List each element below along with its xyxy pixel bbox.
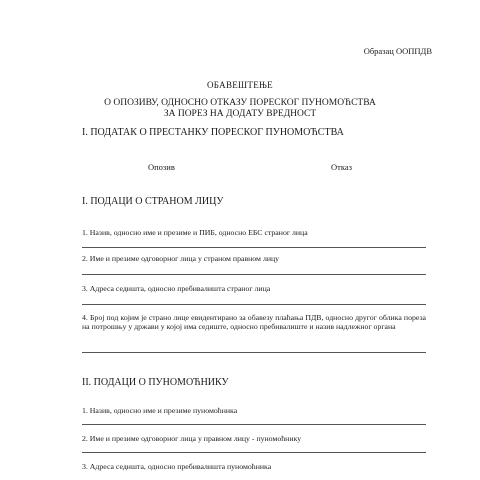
option-cancellation[interactable]: Отказ [331,162,352,172]
field-line-proxy-responsible-person[interactable] [82,452,426,453]
section-foreign-person-heading: I. ПОДАЦИ О СТРАНОМ ЛИЦУ [82,196,224,207]
field-label-foreign-name: 1. Назив, односно име и презиме и ПИБ, односно ЕБС страног лица [82,228,308,237]
section-proxy-heading: II. ПОДАЦИ О ПУНОМОЋНИКУ [82,377,229,388]
document-subtitle-line-2: ЗА ПОРЕЗ НА ДОДАТУ ВРЕДНОСТ [163,109,317,119]
document-subtitle-line-1: О ОПОЗИВУ, ОДНОСНО ОТКАЗУ ПОРЕСКОГ ПУНОМОЋСТВА [104,98,376,108]
field-label-foreign-address: 3. Адреса седишта, односно пребивалишта страног лица [82,284,271,293]
field-line-foreign-address[interactable] [82,304,426,305]
field-label-proxy-name: 1. Назив, односно име и презиме пуномоћника [82,406,238,415]
field-label-proxy-address: 3. Адреса седишта, односно пребивалишта пуномоћника [82,462,272,471]
field-label-proxy-responsible-person: 2. Име и презиме одговорног лица у правном лицу - пуномоћнику [82,434,302,443]
form-code: Образац ООППДВ [363,46,432,56]
field-line-foreign-vat-registration[interactable] [82,352,426,353]
field-line-foreign-responsible-person[interactable] [82,274,426,275]
document-title: ОБАВЕШТЕЊЕ [207,80,273,90]
field-label-foreign-responsible-person: 2. Име и презиме одговорног лица у страном правном лицу [82,254,280,263]
field-line-foreign-name[interactable] [82,247,426,248]
option-revocation[interactable]: Опозив [148,162,175,172]
section-termination-heading: I. ПОДАТАК О ПРЕСТАНКУ ПОРЕСКОГ ПУНОМОЋСТВА [82,127,344,138]
field-line-proxy-name[interactable] [82,424,426,425]
field-label-foreign-vat-registration: 4. Број под којим је страно лице евидентирано за обавезу плаћања ПДВ, односно другог облика пореза на потрошњу у држави у којој има седиште, односно пребивалиште и назив надлежног органа [82,313,426,332]
